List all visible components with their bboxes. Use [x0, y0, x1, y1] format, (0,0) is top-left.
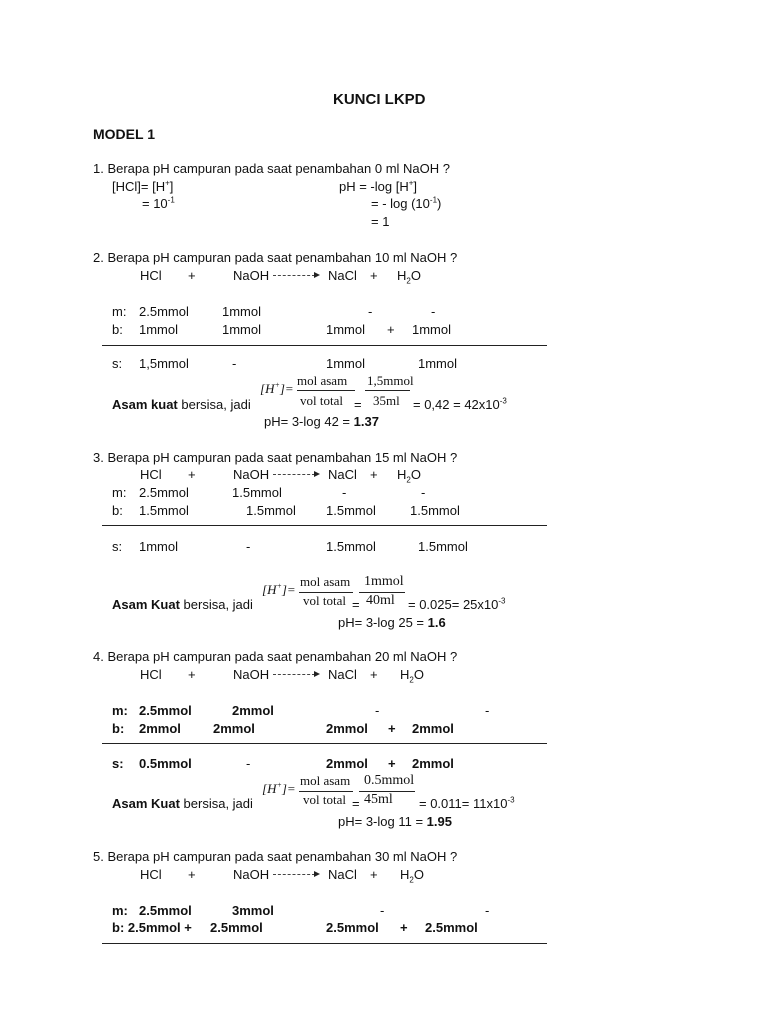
product-nacl: NaCl [328, 467, 357, 482]
cell: 2mmol [232, 703, 274, 718]
q1-concentration-value: = $10^{-1}$ [142, 195, 175, 211]
h-ion-concentration: [H+]= [262, 581, 296, 597]
fraction-numerator: mol asam [300, 773, 351, 788]
question-5: 5. Berapa pH campuran pada saat penambahan 30 ml NaOH ? [93, 849, 458, 864]
product-water: $H_2O$ [400, 667, 424, 685]
reaction-arrow [273, 275, 315, 276]
cell: + [387, 322, 395, 337]
product-nacl: NaCl [328, 867, 357, 882]
conclusion-text: Asam kuat bersisa, jadi [112, 397, 251, 412]
conclusion-text: Asam Kuat bersisa, jadi [112, 796, 253, 811]
cell: - [380, 903, 385, 918]
plus-sign: + [370, 867, 378, 882]
row-label-s: s: [112, 539, 123, 554]
cell: 1.5mmol [232, 485, 282, 500]
plus-sign: + [188, 667, 196, 682]
product-water: $H_2O$ [397, 467, 421, 485]
row-label-b: b: [112, 503, 123, 518]
cell: 0.5mmol [139, 756, 192, 771]
cell: 1.5mmol [410, 503, 460, 518]
cell: 1.5mmol [326, 503, 376, 518]
fraction-denominator: 40ml [366, 593, 395, 608]
cell: 2.5mmol [425, 920, 478, 935]
concentration-result: = $0,42 = 42x10^{-3}$ [413, 396, 507, 412]
cell: 2mmol [326, 721, 368, 736]
row-label-m: m: [112, 485, 127, 500]
equals-sign: = [352, 796, 360, 811]
question-2: 2. Berapa pH campuran pada saat penambahan 10 ml NaOH ? [93, 250, 458, 265]
fraction-denominator: vol total [303, 792, 346, 807]
cell: + [388, 721, 396, 736]
product-nacl: NaCl [328, 268, 357, 283]
reactant-hcl: HCl [140, 268, 162, 283]
cell: 2mmol [326, 756, 368, 771]
cell: b: 2.5mmol + [112, 920, 192, 935]
cell: 1.5mmol [418, 539, 468, 554]
cell: + [388, 756, 396, 771]
h-ion-concentration: [H+]= [262, 780, 296, 796]
row-label-m: m: [112, 703, 128, 718]
question-4: 4. Berapa pH campuran pada saat penambahan 20 ml NaOH ? [93, 649, 458, 664]
row-label-b: b: [112, 721, 125, 736]
cell: 2mmol [412, 721, 454, 736]
row-label-s: s: [112, 756, 124, 771]
cell: 2.5mmol [139, 304, 189, 319]
fraction-denominator: 35ml [373, 393, 400, 408]
ph-result: pH= 3-log 25 = 1.6 [338, 615, 446, 630]
fraction-bar [365, 390, 410, 391]
question-1: 1. Berapa pH campuran pada saat penambahan 0 ml NaOH ? [93, 161, 450, 176]
product-water: $H_2O$ [397, 268, 421, 286]
cell: 2.5mmol [210, 920, 263, 935]
q1-log-step: = - $\log (10^{-1})$ [371, 195, 442, 211]
cell: 1mmol [222, 322, 262, 337]
product-water: $H_2O$ [400, 867, 424, 885]
fraction-denominator: 45ml [364, 792, 393, 807]
conclusion-text: Asam Kuat bersisa, jadi [112, 597, 253, 612]
cell: 1mmol [418, 356, 458, 371]
cell: 1mmol [139, 539, 179, 554]
cell: 2.5mmol [139, 903, 192, 918]
cell: 2mmol [139, 721, 181, 736]
ph-result: pH= 3-log 11 = 1.95 [338, 814, 452, 829]
plus-sign: + [188, 467, 196, 482]
reactant-naoh: NaOH [233, 467, 270, 482]
reactant-naoh: NaOH [233, 867, 270, 882]
row-label-m: m: [112, 903, 128, 918]
fraction-numerator: mol asam [300, 574, 351, 589]
plus-sign: + [370, 667, 378, 682]
plus-sign: + [370, 467, 378, 482]
fraction-numerator: mol asam [297, 373, 348, 388]
row-label-m: m: [112, 304, 127, 319]
cell: 3mmol [232, 903, 274, 918]
cell: 1mmol [139, 322, 179, 337]
cell: + [400, 920, 408, 935]
reactant-naoh: NaOH [233, 667, 270, 682]
product-nacl: NaCl [328, 667, 357, 682]
cell: 2.5mmol [139, 703, 192, 718]
fraction-denominator: vol total [300, 393, 343, 408]
concentration-result: = $0.011= 11x10^{-3}$ [419, 795, 515, 811]
cell: 2mmol [412, 756, 454, 771]
row-label-b: b: [112, 322, 123, 337]
reactant-hcl: HCl [140, 867, 162, 882]
cell: - [232, 356, 237, 371]
cell: - [421, 485, 426, 500]
cell: 1.5mmol [326, 539, 376, 554]
cell: 1mmol [412, 322, 452, 337]
plus-sign: + [188, 268, 196, 283]
fraction-numerator: 1,5mmol [367, 373, 414, 388]
q1-ph-result: = 1 [371, 214, 390, 229]
divider [102, 525, 547, 526]
divider [102, 345, 547, 346]
reaction-arrow [273, 474, 315, 475]
cell: 2mmol [213, 721, 255, 736]
cell: - [431, 304, 436, 319]
q1-ph-formula: pH = -log [H+] [339, 178, 418, 194]
cell: 1mmol [326, 356, 366, 371]
equals-sign: = [354, 397, 362, 412]
row-label-s: s: [112, 356, 123, 371]
cell: - [342, 485, 347, 500]
cell: - [246, 756, 251, 771]
cell: - [485, 703, 490, 718]
ph-result: pH= 3-log 42 = 1.37 [264, 414, 379, 429]
q1-concentration: [HCl]= [H+] [112, 178, 174, 194]
divider [102, 743, 547, 744]
fraction-numerator: 1mmol [364, 574, 404, 589]
fraction-bar [297, 390, 355, 391]
reaction-arrow [273, 674, 315, 675]
section-heading: MODEL 1 [93, 126, 155, 142]
cell: - [485, 903, 490, 918]
reaction-arrow [273, 874, 315, 875]
question-3: 3. Berapa pH campuran pada saat penambahan 15 ml NaOH ? [93, 450, 458, 465]
cell: 2.5mmol [139, 485, 189, 500]
h-ion-concentration: [H+]= [260, 380, 294, 396]
cell: 2.5mmol [326, 920, 379, 935]
plus-sign: + [188, 867, 196, 882]
cell: - [375, 703, 380, 718]
cell: 1mmol [326, 322, 366, 337]
cell: 1.5mmol [246, 503, 296, 518]
reactant-naoh: NaOH [233, 268, 270, 283]
fraction-denominator: vol total [303, 593, 346, 608]
cell: 1mmol [222, 304, 262, 319]
cell: 1.5mmol [139, 503, 189, 518]
divider [102, 943, 547, 944]
cell: - [368, 304, 373, 319]
cell: - [246, 539, 251, 554]
reactant-hcl: HCl [140, 667, 162, 682]
cell: 1,5mmol [139, 356, 189, 371]
fraction-numerator: 0.5mmol [364, 773, 415, 788]
concentration-result: = $0.025= 25x10^{-3}$ [408, 596, 506, 612]
reactant-hcl: HCl [140, 467, 162, 482]
page-title: KUNCI LKPD [333, 91, 426, 108]
equals-sign: = [352, 597, 360, 612]
plus-sign: + [370, 268, 378, 283]
